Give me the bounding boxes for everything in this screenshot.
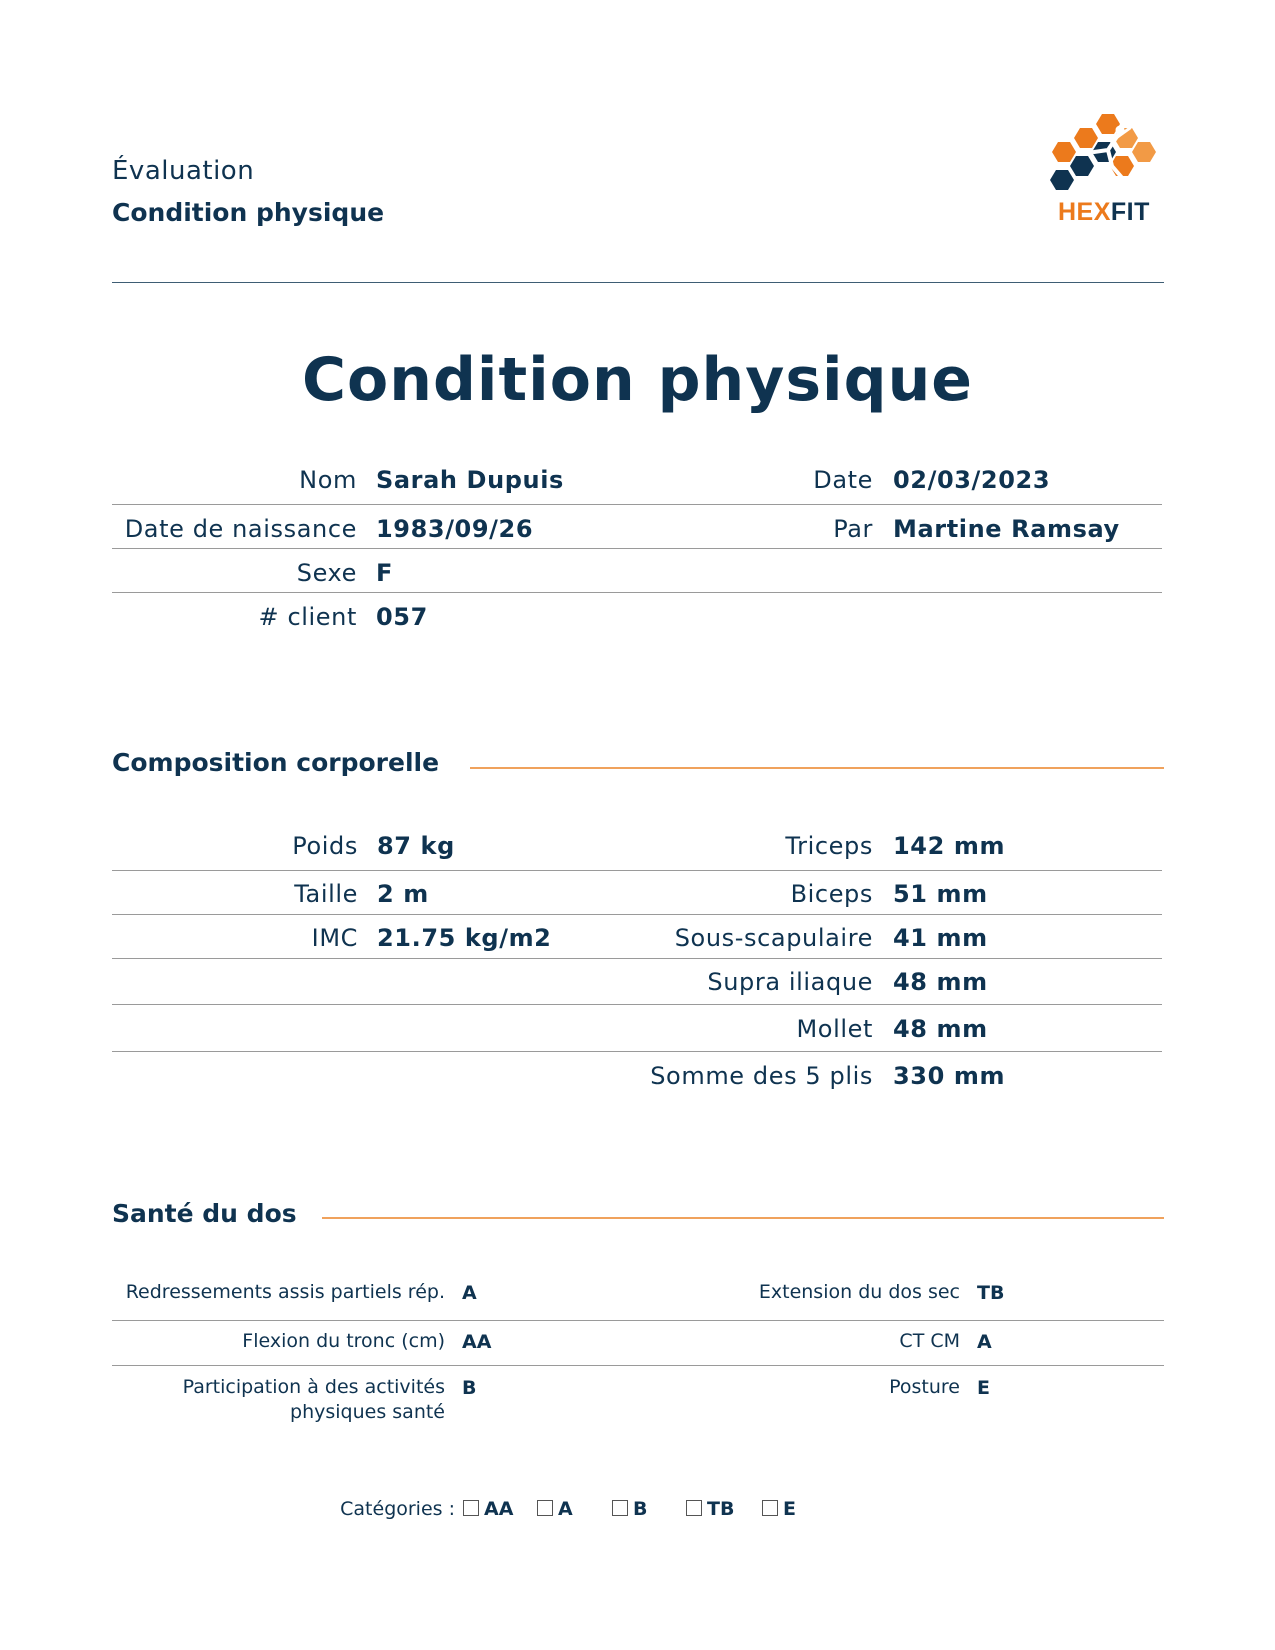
ct-cm-label: CT CM	[899, 1330, 960, 1352]
mollet-value: 48 mm	[893, 1015, 988, 1043]
poids-label: Poids	[292, 832, 358, 860]
client-label: # client	[258, 603, 357, 631]
category-option-b[interactable]	[612, 1498, 647, 1520]
supra-iliaque-value: 48 mm	[893, 968, 988, 996]
extension-dos-value: TB	[977, 1282, 1005, 1304]
posture-label: Posture	[889, 1376, 960, 1398]
nom-value: Sarah Dupuis	[376, 466, 564, 494]
dos-section-rule	[322, 1217, 1164, 1219]
mollet-label: Mollet	[796, 1015, 873, 1043]
info-row-divider	[112, 504, 1162, 505]
somme-plis-label: Somme des 5 plis	[650, 1062, 873, 1090]
redressements-value: A	[462, 1282, 477, 1304]
par-label: Par	[833, 515, 873, 543]
taille-value: 2 m	[377, 880, 429, 908]
checkbox-icon[interactable]	[686, 1500, 702, 1516]
redressements-label: Redressements assis partiels rép.	[125, 1281, 445, 1303]
category-option-a[interactable]	[537, 1498, 573, 1520]
header-divider	[112, 282, 1164, 283]
checkbox-icon[interactable]	[463, 1500, 479, 1516]
logo-text-hex: HEX	[1058, 198, 1111, 226]
dos-section-title: Santé du dos	[112, 1199, 297, 1228]
category-option-aa[interactable]	[463, 1498, 513, 1520]
triceps-label: Triceps	[785, 832, 873, 860]
sexe-value: F	[376, 559, 393, 587]
category-option-e[interactable]	[762, 1498, 796, 1520]
somme-plis-value: 330 mm	[893, 1062, 1006, 1090]
par-value: Martine Ramsay	[893, 515, 1120, 543]
extension-dos-label: Extension du dos sec	[758, 1281, 960, 1303]
sous-scapulaire-label: Sous-scapulaire	[674, 924, 873, 952]
nom-label: Nom	[299, 466, 357, 494]
naissance-value: 1983/09/26	[376, 515, 534, 543]
category-tb-label: TB	[707, 1498, 735, 1520]
date-label: Date	[813, 466, 873, 494]
info-row-divider	[112, 548, 1162, 549]
sous-scapulaire-value: 41 mm	[893, 924, 988, 952]
categories-label: Catégories :	[340, 1498, 455, 1520]
client-value: 057	[376, 603, 428, 631]
dos-row-divider	[112, 1320, 1164, 1321]
flexion-tronc-label: Flexion du tronc (cm)	[242, 1330, 445, 1352]
page-title: Condition physique	[302, 345, 973, 415]
logo-wordmark	[1058, 198, 1150, 227]
category-aa-label: AA	[484, 1498, 514, 1520]
imc-value: 21.75 kg/m2	[377, 924, 552, 952]
category-a-label: A	[558, 1498, 573, 1520]
posture-value: E	[977, 1377, 990, 1399]
logo-text-fit: FIT	[1110, 198, 1150, 226]
participation-label-line1: Participation à des activités	[182, 1376, 445, 1398]
date-value: 02/03/2023	[893, 466, 1051, 494]
categories-legend	[0, 1498, 1275, 1526]
taille-label: Taille	[294, 880, 358, 908]
category-e-label: E	[783, 1498, 796, 1520]
composition-row-divider	[112, 870, 1162, 871]
checkbox-icon[interactable]	[537, 1500, 553, 1516]
flexion-tronc-value: AA	[462, 1331, 492, 1353]
ct-cm-value: A	[977, 1331, 992, 1353]
composition-row-divider	[112, 958, 1162, 959]
composition-section-rule	[470, 767, 1164, 769]
naissance-label: Date de naissance	[124, 515, 357, 543]
category-b-label: B	[633, 1498, 648, 1520]
composition-row-divider	[112, 1004, 1162, 1005]
biceps-label: Biceps	[790, 880, 873, 908]
dos-row-divider	[112, 1365, 1164, 1366]
composition-row-divider	[112, 914, 1162, 915]
participation-value: B	[462, 1377, 477, 1399]
sexe-label: Sexe	[296, 559, 357, 587]
imc-label: IMC	[311, 924, 358, 952]
biceps-value: 51 mm	[893, 880, 988, 908]
participation-label-line2: physiques santé	[290, 1401, 445, 1423]
header-eyebrow: Évaluation	[112, 156, 255, 186]
category-option-tb[interactable]	[686, 1498, 734, 1520]
checkbox-icon[interactable]	[612, 1500, 628, 1516]
triceps-value: 142 mm	[893, 832, 1006, 860]
supra-iliaque-label: Supra iliaque	[707, 968, 873, 996]
composition-row-divider	[112, 1051, 1162, 1052]
checkbox-icon[interactable]	[762, 1500, 778, 1516]
info-row-divider	[112, 592, 1162, 593]
participation-label	[112, 1375, 445, 1425]
header-subtitle: Condition physique	[112, 198, 385, 227]
poids-value: 87 kg	[377, 832, 455, 860]
composition-section-title: Composition corporelle	[112, 748, 440, 777]
